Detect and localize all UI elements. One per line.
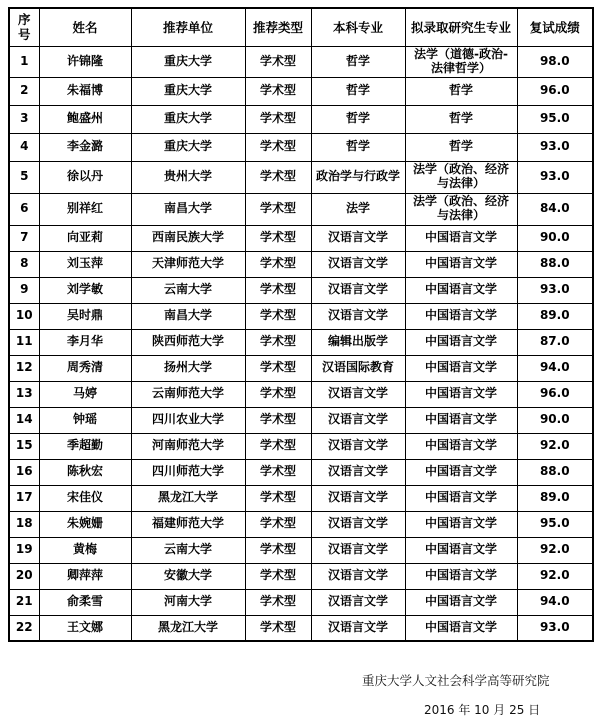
cell-umajor: 汉语言文学 (311, 407, 405, 433)
cell-gmajor: 中国语言文学 (405, 537, 517, 563)
header-row (9, 8, 593, 46)
cell-score: 95.0 (517, 511, 593, 537)
cell-type: 学术型 (245, 511, 311, 537)
cell-index: 13 (9, 381, 39, 407)
cell-unit: 重庆大学 (131, 105, 245, 133)
table-row (9, 459, 593, 485)
cell-name: 卿萍萍 (39, 563, 131, 589)
cell-gmajor: 中国语言文学 (405, 277, 517, 303)
cell-gmajor: 中国语言文学 (405, 329, 517, 355)
cell-unit: 云南师范大学 (131, 381, 245, 407)
cell-score: 84.0 (517, 193, 593, 225)
cell-type: 学术型 (245, 251, 311, 277)
table-row (9, 133, 593, 161)
table-row (9, 537, 593, 563)
cell-umajor: 哲学 (311, 77, 405, 105)
cell-umajor: 汉语言文学 (311, 225, 405, 251)
cell-type: 学术型 (245, 133, 311, 161)
cell-name: 别祥红 (39, 193, 131, 225)
cell-umajor: 哲学 (311, 105, 405, 133)
cell-umajor: 汉语言文学 (311, 277, 405, 303)
cell-umajor: 汉语国际教育 (311, 355, 405, 381)
table-row (9, 77, 593, 105)
cell-name: 朱婉姗 (39, 511, 131, 537)
table-row (9, 193, 593, 225)
table-row (9, 485, 593, 511)
cell-gmajor: 中国语言文学 (405, 407, 517, 433)
table-row (9, 511, 593, 537)
cell-score: 90.0 (517, 225, 593, 251)
cell-score: 92.0 (517, 433, 593, 459)
cell-umajor: 汉语言文学 (311, 589, 405, 615)
cell-name: 向亚莉 (39, 225, 131, 251)
cell-type: 学术型 (245, 615, 311, 641)
cell-name: 徐以丹 (39, 161, 131, 193)
cell-type: 学术型 (245, 407, 311, 433)
cell-gmajor: 哲学 (405, 105, 517, 133)
cell-type: 学术型 (245, 329, 311, 355)
cell-index: 12 (9, 355, 39, 381)
cell-name: 吴时鼎 (39, 303, 131, 329)
footer-date: 2016 年 10 月 25 日 (424, 703, 541, 717)
cell-index: 14 (9, 407, 39, 433)
cell-index: 2 (9, 77, 39, 105)
cell-name: 朱福博 (39, 77, 131, 105)
cell-gmajor: 中国语言文学 (405, 511, 517, 537)
table-row (9, 615, 593, 641)
table-row (9, 303, 593, 329)
cell-score: 88.0 (517, 459, 593, 485)
cell-score: 98.0 (517, 46, 593, 77)
cell-score: 89.0 (517, 303, 593, 329)
cell-unit: 河南大学 (131, 589, 245, 615)
cell-score: 89.0 (517, 485, 593, 511)
cell-score: 96.0 (517, 381, 593, 407)
cell-umajor: 汉语言文学 (311, 433, 405, 459)
column-header-name: 姓名 (39, 8, 131, 46)
cell-name: 李月华 (39, 329, 131, 355)
cell-name: 鲍盛州 (39, 105, 131, 133)
cell-score: 88.0 (517, 251, 593, 277)
cell-index: 4 (9, 133, 39, 161)
cell-umajor: 汉语言文学 (311, 615, 405, 641)
cell-gmajor: 哲学 (405, 77, 517, 105)
cell-gmajor: 中国语言文学 (405, 459, 517, 485)
footer-organization: 重庆大学人文社会科学高等研究院 (362, 673, 550, 688)
cell-unit: 四川农业大学 (131, 407, 245, 433)
cell-unit: 福建师范大学 (131, 511, 245, 537)
cell-name: 宋佳仪 (39, 485, 131, 511)
cell-type: 学术型 (245, 225, 311, 251)
cell-name: 刘玉萍 (39, 251, 131, 277)
table-row (9, 329, 593, 355)
cell-unit: 南昌大学 (131, 193, 245, 225)
cell-gmajor: 中国语言文学 (405, 433, 517, 459)
cell-index: 1 (9, 46, 39, 77)
cell-index: 15 (9, 433, 39, 459)
cell-unit: 天津师范大学 (131, 251, 245, 277)
table-row (9, 46, 593, 77)
cell-unit: 安徽大学 (131, 563, 245, 589)
cell-umajor: 编辑出版学 (311, 329, 405, 355)
cell-type: 学术型 (245, 161, 311, 193)
cell-type: 学术型 (245, 277, 311, 303)
cell-umajor: 汉语言文学 (311, 563, 405, 589)
cell-unit: 西南民族大学 (131, 225, 245, 251)
cell-type: 学术型 (245, 433, 311, 459)
table-row (9, 161, 593, 193)
cell-gmajor: 中国语言文学 (405, 563, 517, 589)
cell-name: 俞柔雪 (39, 589, 131, 615)
cell-unit: 南昌大学 (131, 303, 245, 329)
cell-index: 22 (9, 615, 39, 641)
cell-type: 学术型 (245, 77, 311, 105)
cell-gmajor: 法学（政治、经济与法律） (405, 193, 517, 225)
cell-type: 学术型 (245, 485, 311, 511)
cell-unit: 云南大学 (131, 537, 245, 563)
cell-gmajor: 中国语言文学 (405, 225, 517, 251)
cell-index: 17 (9, 485, 39, 511)
cell-umajor: 汉语言文学 (311, 485, 405, 511)
cell-type: 学术型 (245, 193, 311, 225)
cell-name: 许锦隆 (39, 46, 131, 77)
cell-unit: 重庆大学 (131, 77, 245, 105)
cell-unit: 云南大学 (131, 277, 245, 303)
cell-gmajor: 中国语言文学 (405, 355, 517, 381)
cell-score: 95.0 (517, 105, 593, 133)
cell-umajor: 哲学 (311, 46, 405, 77)
cell-unit: 黑龙江大学 (131, 615, 245, 641)
cell-unit: 黑龙江大学 (131, 485, 245, 511)
cell-gmajor: 法学（道德-政治-法律哲学） (405, 46, 517, 77)
cell-index: 20 (9, 563, 39, 589)
cell-type: 学术型 (245, 46, 311, 77)
cell-index: 3 (9, 105, 39, 133)
cell-name: 钟瑶 (39, 407, 131, 433)
cell-name: 黄梅 (39, 537, 131, 563)
cell-type: 学术型 (245, 105, 311, 133)
column-header-type: 推荐类型 (245, 8, 311, 46)
cell-gmajor: 哲学 (405, 133, 517, 161)
cell-name: 陈秋宏 (39, 459, 131, 485)
cell-umajor: 汉语言文学 (311, 251, 405, 277)
column-header-unit: 推荐单位 (131, 8, 245, 46)
cell-index: 19 (9, 537, 39, 563)
cell-score: 93.0 (517, 161, 593, 193)
cell-umajor: 汉语言文学 (311, 511, 405, 537)
admission-table (8, 7, 594, 642)
cell-gmajor: 中国语言文学 (405, 485, 517, 511)
cell-type: 学术型 (245, 563, 311, 589)
cell-umajor: 汉语言文学 (311, 459, 405, 485)
cell-name: 马婷 (39, 381, 131, 407)
cell-name: 李金潞 (39, 133, 131, 161)
cell-index: 7 (9, 225, 39, 251)
cell-type: 学术型 (245, 355, 311, 381)
cell-index: 9 (9, 277, 39, 303)
table-row (9, 225, 593, 251)
cell-gmajor: 法学（政治、经济与法律） (405, 161, 517, 193)
cell-score: 92.0 (517, 537, 593, 563)
cell-unit: 扬州大学 (131, 355, 245, 381)
cell-unit: 陕西师范大学 (131, 329, 245, 355)
cell-index: 16 (9, 459, 39, 485)
cell-gmajor: 中国语言文学 (405, 303, 517, 329)
cell-index: 6 (9, 193, 39, 225)
cell-type: 学术型 (245, 303, 311, 329)
cell-name: 周秀清 (39, 355, 131, 381)
cell-score: 92.0 (517, 563, 593, 589)
table-header (9, 8, 593, 46)
table-row (9, 355, 593, 381)
cell-index: 8 (9, 251, 39, 277)
table-row (9, 589, 593, 615)
table-row (9, 407, 593, 433)
cell-score: 93.0 (517, 615, 593, 641)
cell-umajor: 政治学与行政学 (311, 161, 405, 193)
cell-score: 87.0 (517, 329, 593, 355)
cell-index: 5 (9, 161, 39, 193)
cell-umajor: 哲学 (311, 133, 405, 161)
cell-unit: 河南师范大学 (131, 433, 245, 459)
cell-type: 学术型 (245, 381, 311, 407)
cell-type: 学术型 (245, 459, 311, 485)
cell-umajor: 汉语言文学 (311, 303, 405, 329)
cell-score: 93.0 (517, 277, 593, 303)
cell-gmajor: 中国语言文学 (405, 589, 517, 615)
table-row (9, 251, 593, 277)
cell-score: 94.0 (517, 355, 593, 381)
cell-score: 94.0 (517, 589, 593, 615)
table-row (9, 381, 593, 407)
cell-name: 季超勤 (39, 433, 131, 459)
table-body (9, 46, 593, 641)
cell-umajor: 法学 (311, 193, 405, 225)
table-row (9, 277, 593, 303)
cell-unit: 重庆大学 (131, 133, 245, 161)
cell-unit: 四川师范大学 (131, 459, 245, 485)
cell-name: 刘学敏 (39, 277, 131, 303)
cell-umajor: 汉语言文学 (311, 381, 405, 407)
cell-umajor: 汉语言文学 (311, 537, 405, 563)
cell-type: 学术型 (245, 537, 311, 563)
column-header-index: 序号 (9, 8, 39, 46)
table-row (9, 433, 593, 459)
cell-index: 10 (9, 303, 39, 329)
table-row (9, 105, 593, 133)
cell-index: 18 (9, 511, 39, 537)
cell-score: 96.0 (517, 77, 593, 105)
column-header-umajor: 本科专业 (311, 8, 405, 46)
cell-unit: 重庆大学 (131, 46, 245, 77)
cell-index: 21 (9, 589, 39, 615)
cell-index: 11 (9, 329, 39, 355)
cell-type: 学术型 (245, 589, 311, 615)
cell-gmajor: 中国语言文学 (405, 251, 517, 277)
cell-score: 93.0 (517, 133, 593, 161)
cell-gmajor: 中国语言文学 (405, 381, 517, 407)
cell-gmajor: 中国语言文学 (405, 615, 517, 641)
table-row (9, 563, 593, 589)
column-header-score: 复试成绩 (517, 8, 593, 46)
cell-name: 王文娜 (39, 615, 131, 641)
column-header-gmajor: 拟录取研究生专业 (405, 8, 517, 46)
cell-score: 90.0 (517, 407, 593, 433)
cell-unit: 贵州大学 (131, 161, 245, 193)
